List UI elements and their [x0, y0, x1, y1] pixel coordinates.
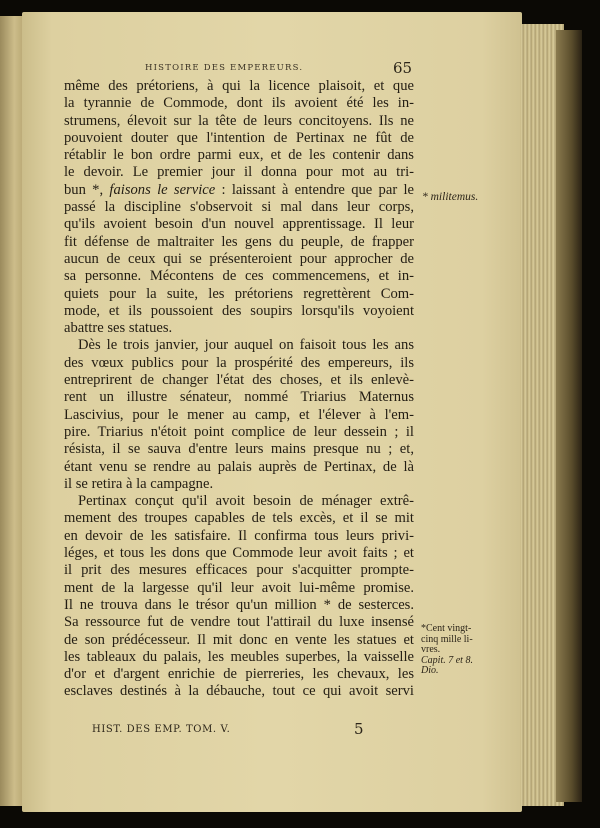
text-line: le devoir. Le premier jour il donna pour mot au tri-: [64, 164, 414, 181]
marginal-note-line: cinq mille li-: [421, 633, 473, 645]
text-line: abattre ses statues.: [64, 320, 173, 337]
text-line: Sa ressource fut de vendre tout l'attirail du luxe insensé: [64, 614, 414, 631]
text-line: qu'ils avoient besoin d'un nouvel apprentissage. Il leur: [64, 216, 414, 233]
text-line: léges, et tous les dons que Commode leur avoit faits ; et: [64, 545, 414, 562]
text-line: rent un illustre sénateur, nommé Triarius Maternus: [64, 389, 414, 406]
text-line: Dès le trois janvier, jour auquel on faisoit tous les ans: [78, 337, 414, 354]
text-line: passé la discipline s'observoit si mal dans leur corps,: [64, 199, 414, 216]
printer-signature: HIST. DES EMP. TOM. V.: [92, 724, 231, 735]
left-page-edge: [0, 16, 24, 806]
page-number: 65: [393, 59, 413, 77]
text-line: rétablir le bon ordre parmi eux, et de les contenir dans: [64, 147, 414, 164]
text-line: il se retira à la campagne.: [64, 475, 214, 492]
text-line: Lascivius, pour le mener au camp, et l'élever à l'em-: [64, 406, 414, 423]
body-text: [64, 78, 414, 701]
signature-number: 5: [354, 720, 364, 738]
text-line: des vœux publics pour la prospérité des empereurs, ils: [64, 354, 414, 371]
text-line: bun *, faisons le service : laissant à entendre que par le: [64, 181, 415, 198]
text-line: résista, il se sauva d'entre leurs mains presque nu ; et,: [64, 441, 414, 458]
marginal-note-sesterces: [421, 624, 485, 677]
text-line: fit défense de maltraiter les gens du peuple, de frapper: [64, 233, 414, 250]
text-line: la tyrannie de Commode, dont ils avoient été les in-: [64, 95, 414, 112]
text-line: de son prédécesseur. Il mit donc en vente les statues et: [64, 631, 414, 648]
text-line: il prit des mesures efficaces pour s'acquitter prompte-: [64, 562, 414, 579]
text-line: ment de la largesse qu'il leur avoit lui-même promise.: [64, 579, 414, 596]
marginal-note-line: Capit. 7 et 8.: [421, 654, 473, 666]
running-head: HISTOIRE DES EMPEREURS.: [145, 63, 304, 73]
text-line: aucun de ceux qui se présenteroient pour approcher de: [64, 250, 414, 267]
text-line: en devoir de les satisfaire. Il confirma tous leurs privi-: [64, 527, 414, 544]
text-line: les tableaux du palais, les meubles superbes, la vaisselle: [64, 648, 414, 665]
marginal-note-militemus: * militemus.: [422, 191, 479, 203]
text-line: même des prétoriens, à qui la licence plaisoit, et que: [64, 78, 414, 94]
text-line: mode, et ils poussoient des soupirs lorsqu'ils voyoient: [64, 302, 414, 319]
text-line: strumens, élevoit sur la tête de leurs concitoyens. Ils ne: [64, 112, 414, 129]
book-fore-edge-shadow: [556, 30, 582, 802]
text-line: pire. Triarius n'étoit point complice de leur dessein ; il: [64, 423, 414, 440]
text-line: Il ne trouva dans le trésor qu'un million * de sesterces.: [64, 596, 414, 613]
text-line: d'or et d'argent enrichie de pierreries, les chevaux, les: [64, 666, 414, 683]
marginal-note-line: *Cent vingt-: [421, 623, 472, 634]
text-line: entreprirent de changer l'état des choses, et ils enlevè-: [64, 372, 414, 389]
text-line: esclaves destinés à la débauche, tout ce qui avoit servi: [64, 683, 414, 700]
text-line: étant venu se rendre au palais auprès de Pertinax, de là: [64, 458, 414, 475]
text-line: quiets pour la suite, les prétoriens regrettèrent Com-: [64, 285, 414, 302]
text-line: Pertinax conçut qu'il avoit besoin de ménager extrê-: [78, 493, 414, 510]
text-line: mement des troupes capables de tels excès, et il se mit: [64, 510, 414, 527]
text-line: sa personne. Mécontens de ces commencemens, et in-: [64, 268, 414, 285]
marginal-note-line: vres.: [421, 644, 441, 656]
text-line: pouvoient douter que l'intention de Pertinax ne fût de: [64, 129, 414, 146]
marginal-note-line: Dio.: [421, 665, 439, 677]
